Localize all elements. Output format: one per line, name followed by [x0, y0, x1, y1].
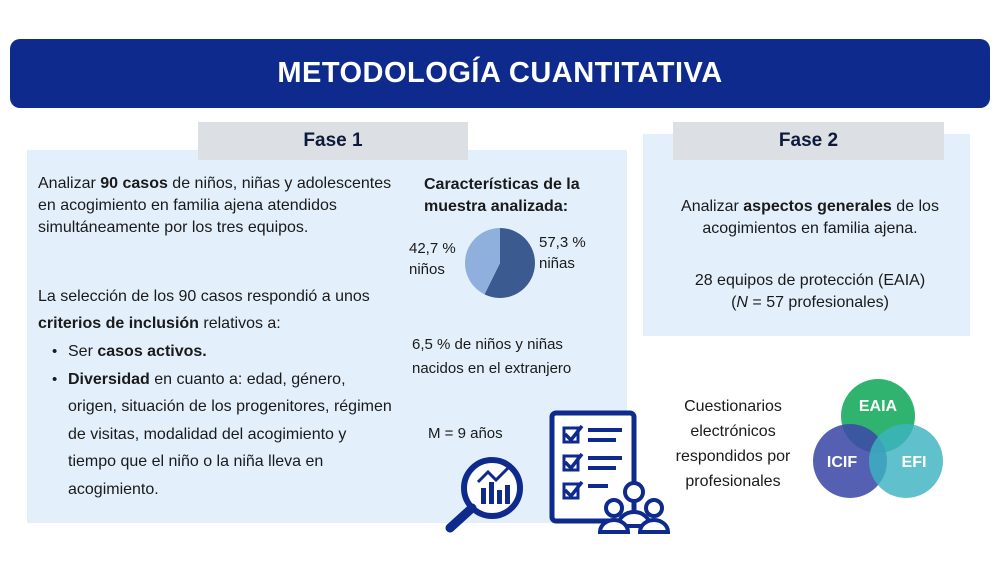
ninos-label — [409, 238, 469, 280]
equipos-line: 28 equipos de protección (EAIA) — [694, 272, 926, 289]
ninos-pct: 42,7 % — [409, 240, 456, 257]
venn-diagram — [808, 376, 950, 504]
caracteristicas-title: Características de la muestra analizada: — [424, 176, 580, 215]
criteria-item: • Diversidad en cuanto a: edad, género, origen, situación de los progenitores, régimen de visitas, modalidad del acogimiento y tiempo que el niño o la niña lleva en acogimiento. — [52, 366, 397, 504]
gender-pie-chart — [464, 227, 536, 299]
ninas-label — [539, 232, 599, 274]
cuestionarios-text: Cuestionarios electrónicos respondidos por profesionales — [675, 398, 791, 490]
venn-efi-label: EFI — [901, 454, 927, 471]
extranjero-stat: 6,5 % de niños y niñas nacidos en el extranjero — [412, 336, 572, 377]
magnifier-chart-icon — [440, 452, 530, 534]
page-title: METODOLOGÍA CUANTITATIVA — [277, 57, 723, 89]
fase2-tab: Fase 2 — [673, 122, 944, 160]
criteria-list — [52, 338, 397, 503]
criteria-item: • Ser casos activos. — [52, 338, 397, 366]
ninos-text: niños — [409, 261, 445, 278]
fase1-tab: Fase 1 — [198, 122, 468, 160]
fase1-intro: Analizar 90 casos de niños, niñas y adolescentes en acogimiento en familia ajena atendidos simultáneamente por los tres equipos. — [38, 175, 392, 236]
venn-eaia-label: EAIA — [858, 398, 898, 415]
edad-media: M = 9 años — [428, 425, 503, 442]
ninas-text: niñas — [539, 255, 575, 272]
venn-icif-label: ICIF — [826, 454, 858, 471]
fase1-seleccion: La selección de los 90 casos respondió a unos criterios de inclusión relativos a: — [38, 288, 370, 332]
fase2-analizar: Analizar aspectos generales de los acogimientos en familia ajena. — [681, 198, 939, 237]
title-banner — [10, 39, 990, 108]
profesionales-line: (N = 57 profesionales) — [731, 294, 889, 311]
ninas-pct: 57,3 % — [539, 234, 586, 251]
fase2-equipos — [660, 270, 960, 314]
